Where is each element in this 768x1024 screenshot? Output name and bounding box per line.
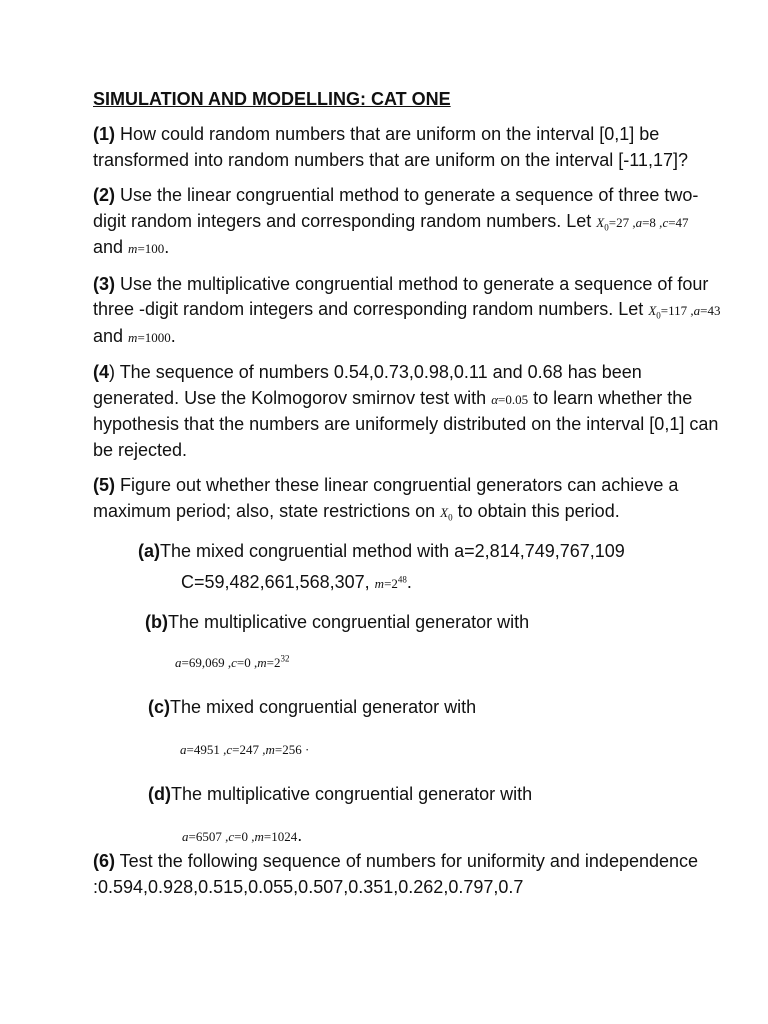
- question-text: Use the multiplicative congruential method to generate a sequence of four three -digit random integers and corresponding random numbers. Let: [93, 273, 709, 319]
- sub-item-c: (c)The mixed congruential generator with: [148, 697, 477, 717]
- question-text: Use the linear congruential method to generate a sequence of three two-digit random integers and corresponding random numbers. Let: [93, 185, 699, 231]
- question-number: (5): [93, 475, 115, 495]
- document-title: SIMULATION AND MODELLING: CAT ONE: [93, 89, 451, 109]
- sub-item-a: (a)The mixed congruential method with a=2,814,749,767,109: [138, 541, 625, 561]
- question-1: [93, 122, 723, 173]
- sub-item-d: (d)The multiplicative congruential generator with: [148, 784, 533, 804]
- sub-item-c-formula: a=4951 ,c=247 ,m=256 ·: [180, 742, 310, 757]
- sub-item-a-line2: C=59,482,661,568,307, $m=2^{48}$.: [181, 572, 412, 592]
- formula-m: $m=2^{48}$: [374, 574, 407, 591]
- formula-m: m=1000: [128, 329, 171, 345]
- sub-item-b-formula: a=69,069 ,c=0 $,m=2^{32}$: [175, 653, 290, 670]
- formula-m: m=100: [128, 241, 165, 256]
- question-text: The sequence of numbers 0.54,0.73,0.98,0.11 and 0.68 has been generated. Use the Kolmogorov smirnov test with: [93, 362, 642, 408]
- formula-x0: $X_0$: [440, 504, 453, 523]
- formula-x0: $X_0=117$ ,a=43: [648, 303, 721, 321]
- question-text: Figure out whether these linear congruential generators can achieve a maximum period; also, state restrictions on: [93, 475, 679, 521]
- question-6: [93, 849, 723, 900]
- question-3: (3) Use the multiplicative congruential method to generate a sequence of four three -digit random integers and corresponding random numbers. Let $X_0=117$ ,a=43 and m=1000.: [93, 273, 721, 346]
- formula-alpha: α=0.05: [491, 391, 529, 407]
- question-number: (4: [93, 362, 110, 382]
- question-4: (4) The sequence of numbers 0.54,0.73,0.98,0.11 and 0.68 has been generated. Use the Kolmogorov smirnov test with α=0.05 to learn whether the hypothesis that the numbers are uniformely distributed on the interval [0,1] can be rejected.: [93, 362, 719, 460]
- question-5: (5) Figure out whether these linear congruential generators can achieve a maximum period; also, state restrictions on $X_0$ to obtain this period.: [93, 475, 679, 523]
- sub-item-d-formula: a=6507 ,c=0 ,m=1024.: [182, 825, 303, 845]
- question-text: How could random numbers that are uniform on the interval [0,1] be transformed into random numbers that are uniform on the interval [-11,17]?: [93, 124, 688, 170]
- sub-item-b: (b)The multiplicative congruential generator with: [145, 612, 530, 632]
- question-text: Test the following sequence of numbers for uniformity and independence :0.594,0.928,0.515,0.055,0.507,0.351,0.262,0.797,0.7: [93, 851, 699, 897]
- question-number: (2): [93, 185, 115, 205]
- document-page: [93, 86, 723, 910]
- question-number: (6): [93, 851, 115, 871]
- question-2: (2) Use the linear congruential method to generate a sequence of three two-digit random integers and corresponding random numbers. Let $X_0=27$ ,a=8 ,c=47 and m=100.: [93, 185, 699, 257]
- question-number: (3): [93, 273, 115, 294]
- question-number: (1): [93, 124, 115, 144]
- formula-x0: $X_0=27$ ,a=8 ,c=47: [596, 214, 689, 233]
